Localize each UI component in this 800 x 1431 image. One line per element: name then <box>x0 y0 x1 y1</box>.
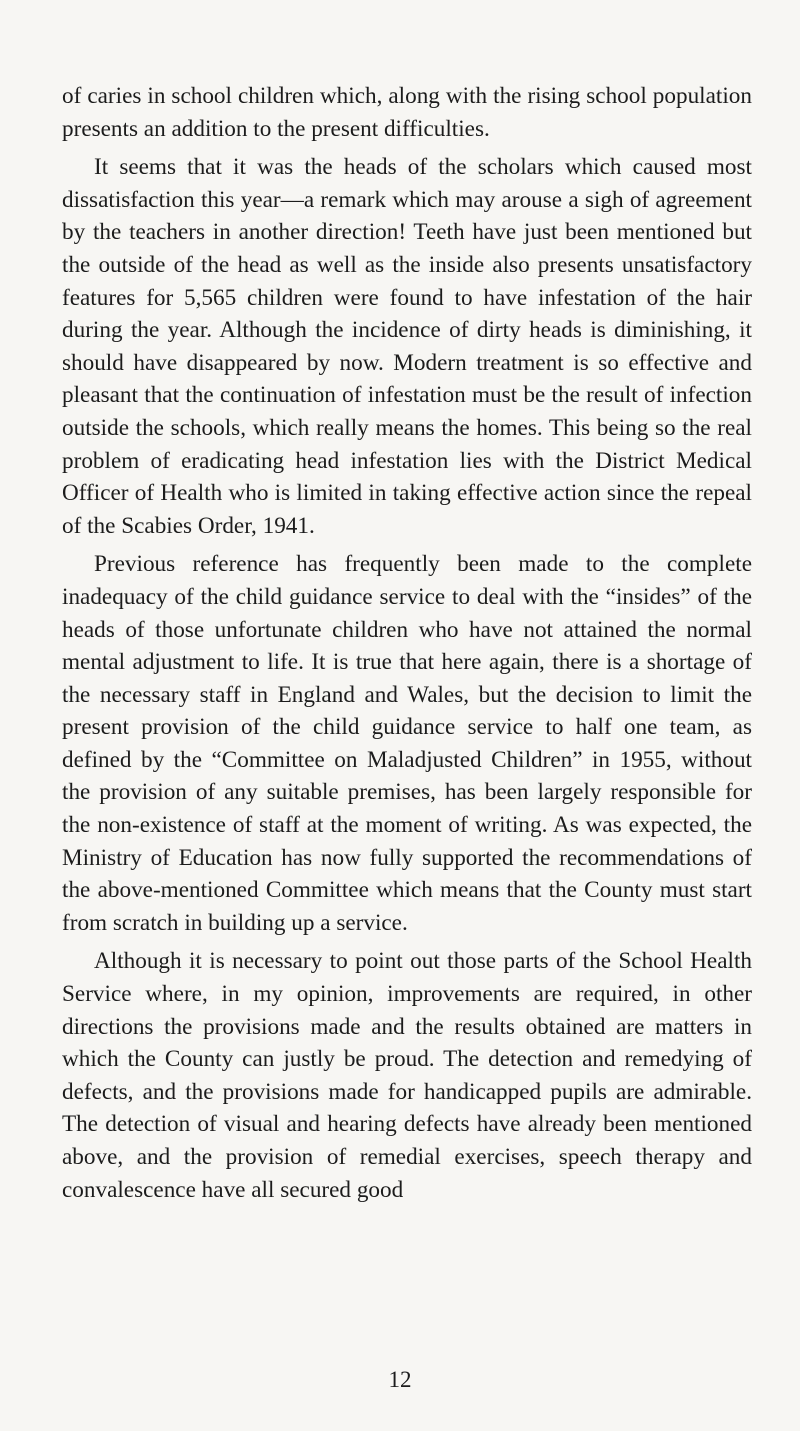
page-number: 12 <box>388 1367 412 1392</box>
body-text <box>62 80 752 1212</box>
paragraph-head-infestation: It seems that it was the heads of the scholars which caused most dissatisfaction this year—a remark which may arouse a sigh of agreement by the teachers in another direction! Teeth have just been mentioned but the outside of the head as well as the inside also presents unsatisfactory features for 5,565 children were found to have infestation of the hair during the year. Although the incidence of dirty heads is diminishing, it should have disappeared by now. Modern treatment is so effective and pleasant that the continuation of infestation must be the result of infection outside the schools, which really means the homes. This being so the real problem of eradicating head infestation lies with the District Medical Officer of Health who is limited in taking effective action since the repeal of the Scabies Order, 1941. <box>62 154 752 539</box>
paragraph-continuation: of caries in school children which, along with the rising school population presents an addition to the present difficulties. <box>62 83 752 142</box>
paragraph-school-health-service: Although it is necessary to point out those parts of the School Health Service where, in my opinion, improvements are required, in other directions the provisions made and the results obtained are matters in which the County can justly be proud. The detection and remedying of defects, and the provisions made for handicapped pupils are admirable. The detection of visual and hearing defects have already been mentioned above, and the provision of remedial exercises, speech therapy and convalescence have all secured good <box>62 948 752 1203</box>
paragraph-child-guidance: Previous reference has frequently been made to the complete inadequacy of the child guidance service to deal with the “insides” of the heads of those unfortunate children who have not attained the normal mental adjustment to life. It is true that here again, there is a shortage of the necessary staff in England and Wales, but the decision to limit the present provision of the child guidance service to half one team, as defined by the “Committee on Maladjusted Children” in 1955, without the provision of any suitable premises, has been largely responsible for the non-existence of staff at the moment of writing. As was expected, the Ministry of Education has now fully supported the recommendations of the above-mentioned Committee which means that the County must start from scratch in building up a service. <box>62 551 752 936</box>
